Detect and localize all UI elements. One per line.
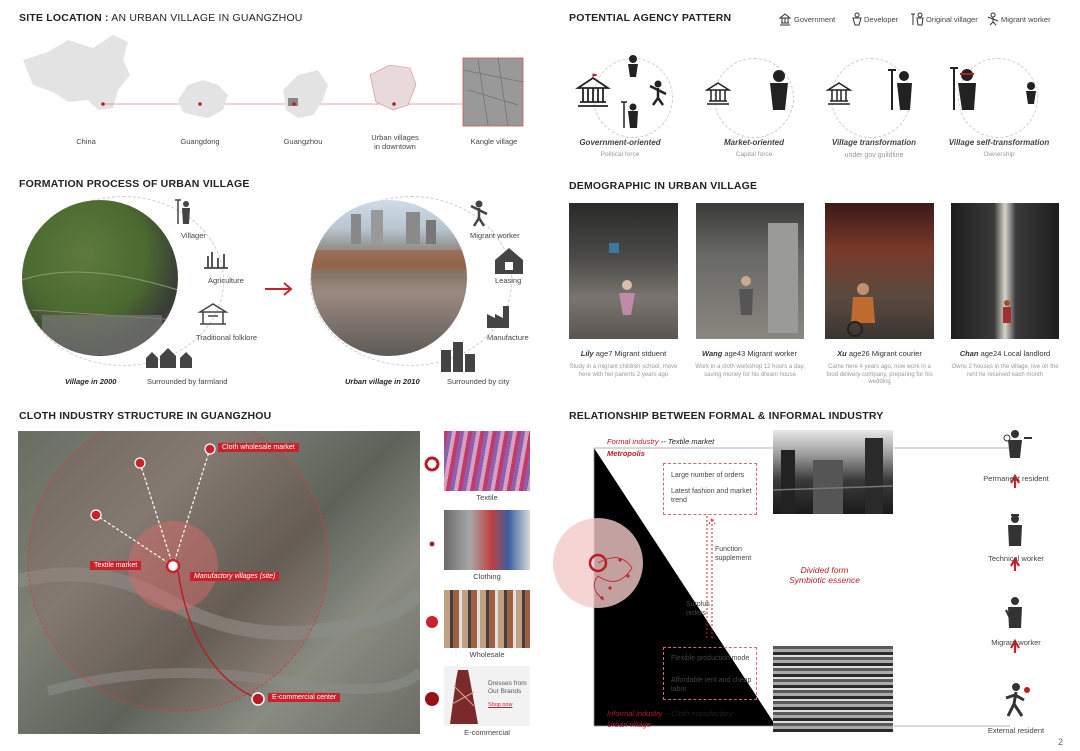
level-guangzhou: Guangzhou bbox=[283, 137, 323, 146]
demographic-photo-xu bbox=[825, 203, 934, 339]
demographic-photo-wang bbox=[696, 203, 804, 339]
site-location-title: SITE LOCATION : AN URBAN VILLAGE IN GUANGZHOU bbox=[19, 12, 303, 24]
demographic-label-lily: Lily age7 Migrant stduent bbox=[580, 349, 667, 358]
site-location-maps bbox=[18, 30, 538, 140]
informal-place-label: Urban village bbox=[607, 720, 651, 729]
formal-industry-photo bbox=[773, 430, 893, 514]
informal-industry-label: Informal industry -- Cloth manufactory bbox=[607, 709, 733, 718]
demographic-desc-chan: Owns 2 houses in the village, live on the rent he received each month bbox=[951, 364, 1059, 378]
permanent-resident-icon bbox=[1004, 430, 1032, 458]
cloth-title: CLOTH INDUSTRY STRUCTURE IN GUANGZHOU bbox=[19, 410, 272, 422]
farmland-houses-icon bbox=[146, 348, 192, 368]
demographic-desc-lily: Study in a migrant children school, move here with her parents 2 years ago bbox=[569, 364, 678, 378]
demographic-photo-chan bbox=[951, 203, 1059, 339]
villager-icon bbox=[175, 200, 190, 224]
formation-left-villager: Villager bbox=[181, 231, 206, 240]
developer-icon bbox=[850, 12, 864, 26]
page-number: 2 bbox=[1058, 737, 1064, 747]
demographic-title: DEMOGRAPHIC IN URBAN VILLAGE bbox=[569, 180, 758, 192]
informal-industry-photo bbox=[773, 646, 893, 732]
external-resident-icon bbox=[1006, 683, 1030, 716]
map-label-ecommerce: E-commercial center bbox=[268, 693, 340, 702]
migrant-worker-icon bbox=[986, 12, 1000, 26]
original-villager-icon bbox=[911, 12, 925, 26]
formal-advantage-box: Large number of orders Latest fashion and market trend bbox=[663, 463, 757, 515]
migrant-worker-icon bbox=[471, 201, 487, 227]
agency-title: POTENTIAL AGENCY PATTERN bbox=[569, 12, 732, 24]
formation-right-icons bbox=[435, 198, 535, 378]
formation-right-caption: Urban village in 2010 bbox=[345, 377, 420, 386]
level-guangdong: Guangdong bbox=[180, 137, 220, 146]
formation-right-manufacture: Manufacture bbox=[487, 333, 529, 342]
map-label-wholesale: Cloth wholesale market bbox=[218, 443, 299, 452]
level-china: China bbox=[76, 137, 96, 146]
leasing-icon bbox=[495, 248, 523, 274]
ladder-external-resident: External resident bbox=[987, 726, 1045, 735]
city-buildings-icon bbox=[441, 342, 475, 372]
informal-advantage-box: Flexible production mode Affordable rent and cheap labor bbox=[663, 647, 757, 700]
product-label-textile: Textile bbox=[476, 493, 498, 502]
product-photo-ecommerce bbox=[444, 666, 530, 726]
pattern-name-village-transformation: Village transformation bbox=[831, 138, 917, 147]
government-icon bbox=[578, 74, 608, 106]
product-label-wholesale: Wholesale bbox=[469, 650, 505, 659]
cloth-map bbox=[18, 431, 420, 734]
ladder-technical-worker: Technical worker bbox=[988, 554, 1044, 563]
original-villager-icon bbox=[950, 68, 976, 110]
agency-legend: Government Developer Original villager Migrant worker bbox=[778, 10, 1068, 30]
pattern-sub-village-transformation: under gov guildline bbox=[844, 152, 904, 159]
traditional-folklore-icon bbox=[200, 304, 226, 324]
manufacture-icon bbox=[487, 306, 509, 328]
technical-worker-icon bbox=[1008, 515, 1022, 546]
government-icon bbox=[828, 83, 850, 104]
formation-left-folklore: Traditional folklore bbox=[196, 333, 257, 342]
ad-shop-now-link[interactable]: Shop now bbox=[488, 702, 513, 708]
product-label-ecommerce: E-commercial bbox=[464, 728, 510, 737]
formation-right-city: Surrounded by city bbox=[447, 377, 510, 386]
product-photo-clothing bbox=[444, 510, 530, 570]
demographic-label-chan: Chan age24 Local landlord bbox=[959, 349, 1051, 358]
center-statement: Divided form Symbiotic essence bbox=[789, 565, 860, 585]
map-label-manufactory: Manufactory villages (site) bbox=[190, 572, 279, 581]
china-map bbox=[23, 35, 130, 110]
ladder-permanent-resident: Permanent resident bbox=[983, 474, 1049, 483]
surplus-orders-label: Surplus orders bbox=[686, 601, 710, 617]
formal-industry-label: Formal industry -- Textile market bbox=[607, 437, 715, 446]
formation-title: FORMATION PROCESS OF URBAN VILLAGE bbox=[19, 178, 250, 190]
agriculture-icon bbox=[204, 252, 228, 268]
product-label-clothing: Clothing bbox=[473, 572, 501, 581]
pattern-name-market: Market-oriented bbox=[723, 138, 784, 147]
pattern-sub-market: Capital force bbox=[735, 151, 773, 158]
government-icon bbox=[778, 12, 792, 26]
developer-icon bbox=[770, 70, 788, 110]
formal-place-label: Metropolis bbox=[607, 449, 645, 458]
government-icon bbox=[707, 83, 729, 104]
dress-image bbox=[444, 666, 484, 726]
map-label-textile: Textile market bbox=[90, 561, 141, 570]
pattern-name-self-transformation: Village self-transformation bbox=[948, 138, 1050, 147]
pattern-name-government: Government-oriented bbox=[579, 138, 661, 147]
guangzhou-map bbox=[283, 70, 328, 118]
demographic-photo-lily bbox=[569, 203, 678, 339]
demographic-desc-xu: Came here 4 years ago, now work in a food delivery company, preparing for his wedding bbox=[826, 364, 933, 385]
formation-arrow bbox=[265, 282, 295, 296]
formation-right-leasing: Leasing bbox=[495, 276, 522, 285]
demographic-label-wang: Wang age43 Migrant worker bbox=[702, 349, 797, 358]
developer-icon bbox=[628, 55, 638, 77]
formation-left-agriculture: Agriculture bbox=[208, 276, 244, 285]
developer-icon bbox=[1026, 82, 1036, 104]
pattern-sub-government: Political force bbox=[600, 151, 640, 158]
formation-left-farmland: Surrounded by farmland bbox=[147, 377, 228, 386]
original-villager-icon bbox=[621, 102, 638, 128]
migrant-worker-icon bbox=[650, 81, 666, 106]
formation-right-migrant: Migrant worker bbox=[470, 231, 520, 240]
formation-left-caption: Village in 2000 bbox=[65, 377, 117, 386]
pattern-sub-self-transformation: Ownership bbox=[983, 151, 1015, 158]
ad-text: Dresses from Our Brands bbox=[488, 680, 527, 695]
agency-icons bbox=[570, 50, 1070, 140]
formation-left-icons bbox=[140, 198, 240, 378]
function-supplement-label: Function supplement bbox=[715, 546, 752, 562]
relationship-title: RELATIONSHIP BETWEEN FORMAL & INFORMAL INDUSTRY bbox=[569, 410, 884, 422]
migrant-worker-icon bbox=[1006, 597, 1022, 628]
product-photo-textile bbox=[444, 431, 530, 491]
kangle-map bbox=[463, 58, 523, 126]
level-urban-villages: Urban villages in downtown bbox=[371, 133, 419, 151]
original-villager-icon bbox=[888, 70, 912, 110]
cloth-map-overlay bbox=[18, 431, 420, 734]
product-photo-wholesale bbox=[444, 590, 530, 648]
demographic-desc-wang: Work in a cloth workshop 12 hours a day, saving money for his dream house bbox=[695, 364, 805, 378]
guangdong-map bbox=[178, 80, 228, 118]
level-kangle: Kangle village bbox=[470, 137, 518, 146]
ladder-migrant-worker: Migrant worker bbox=[991, 638, 1041, 647]
product-scale-dots bbox=[420, 440, 444, 740]
demographic-label-xu: Xu age26 Migrant courier bbox=[837, 349, 922, 358]
